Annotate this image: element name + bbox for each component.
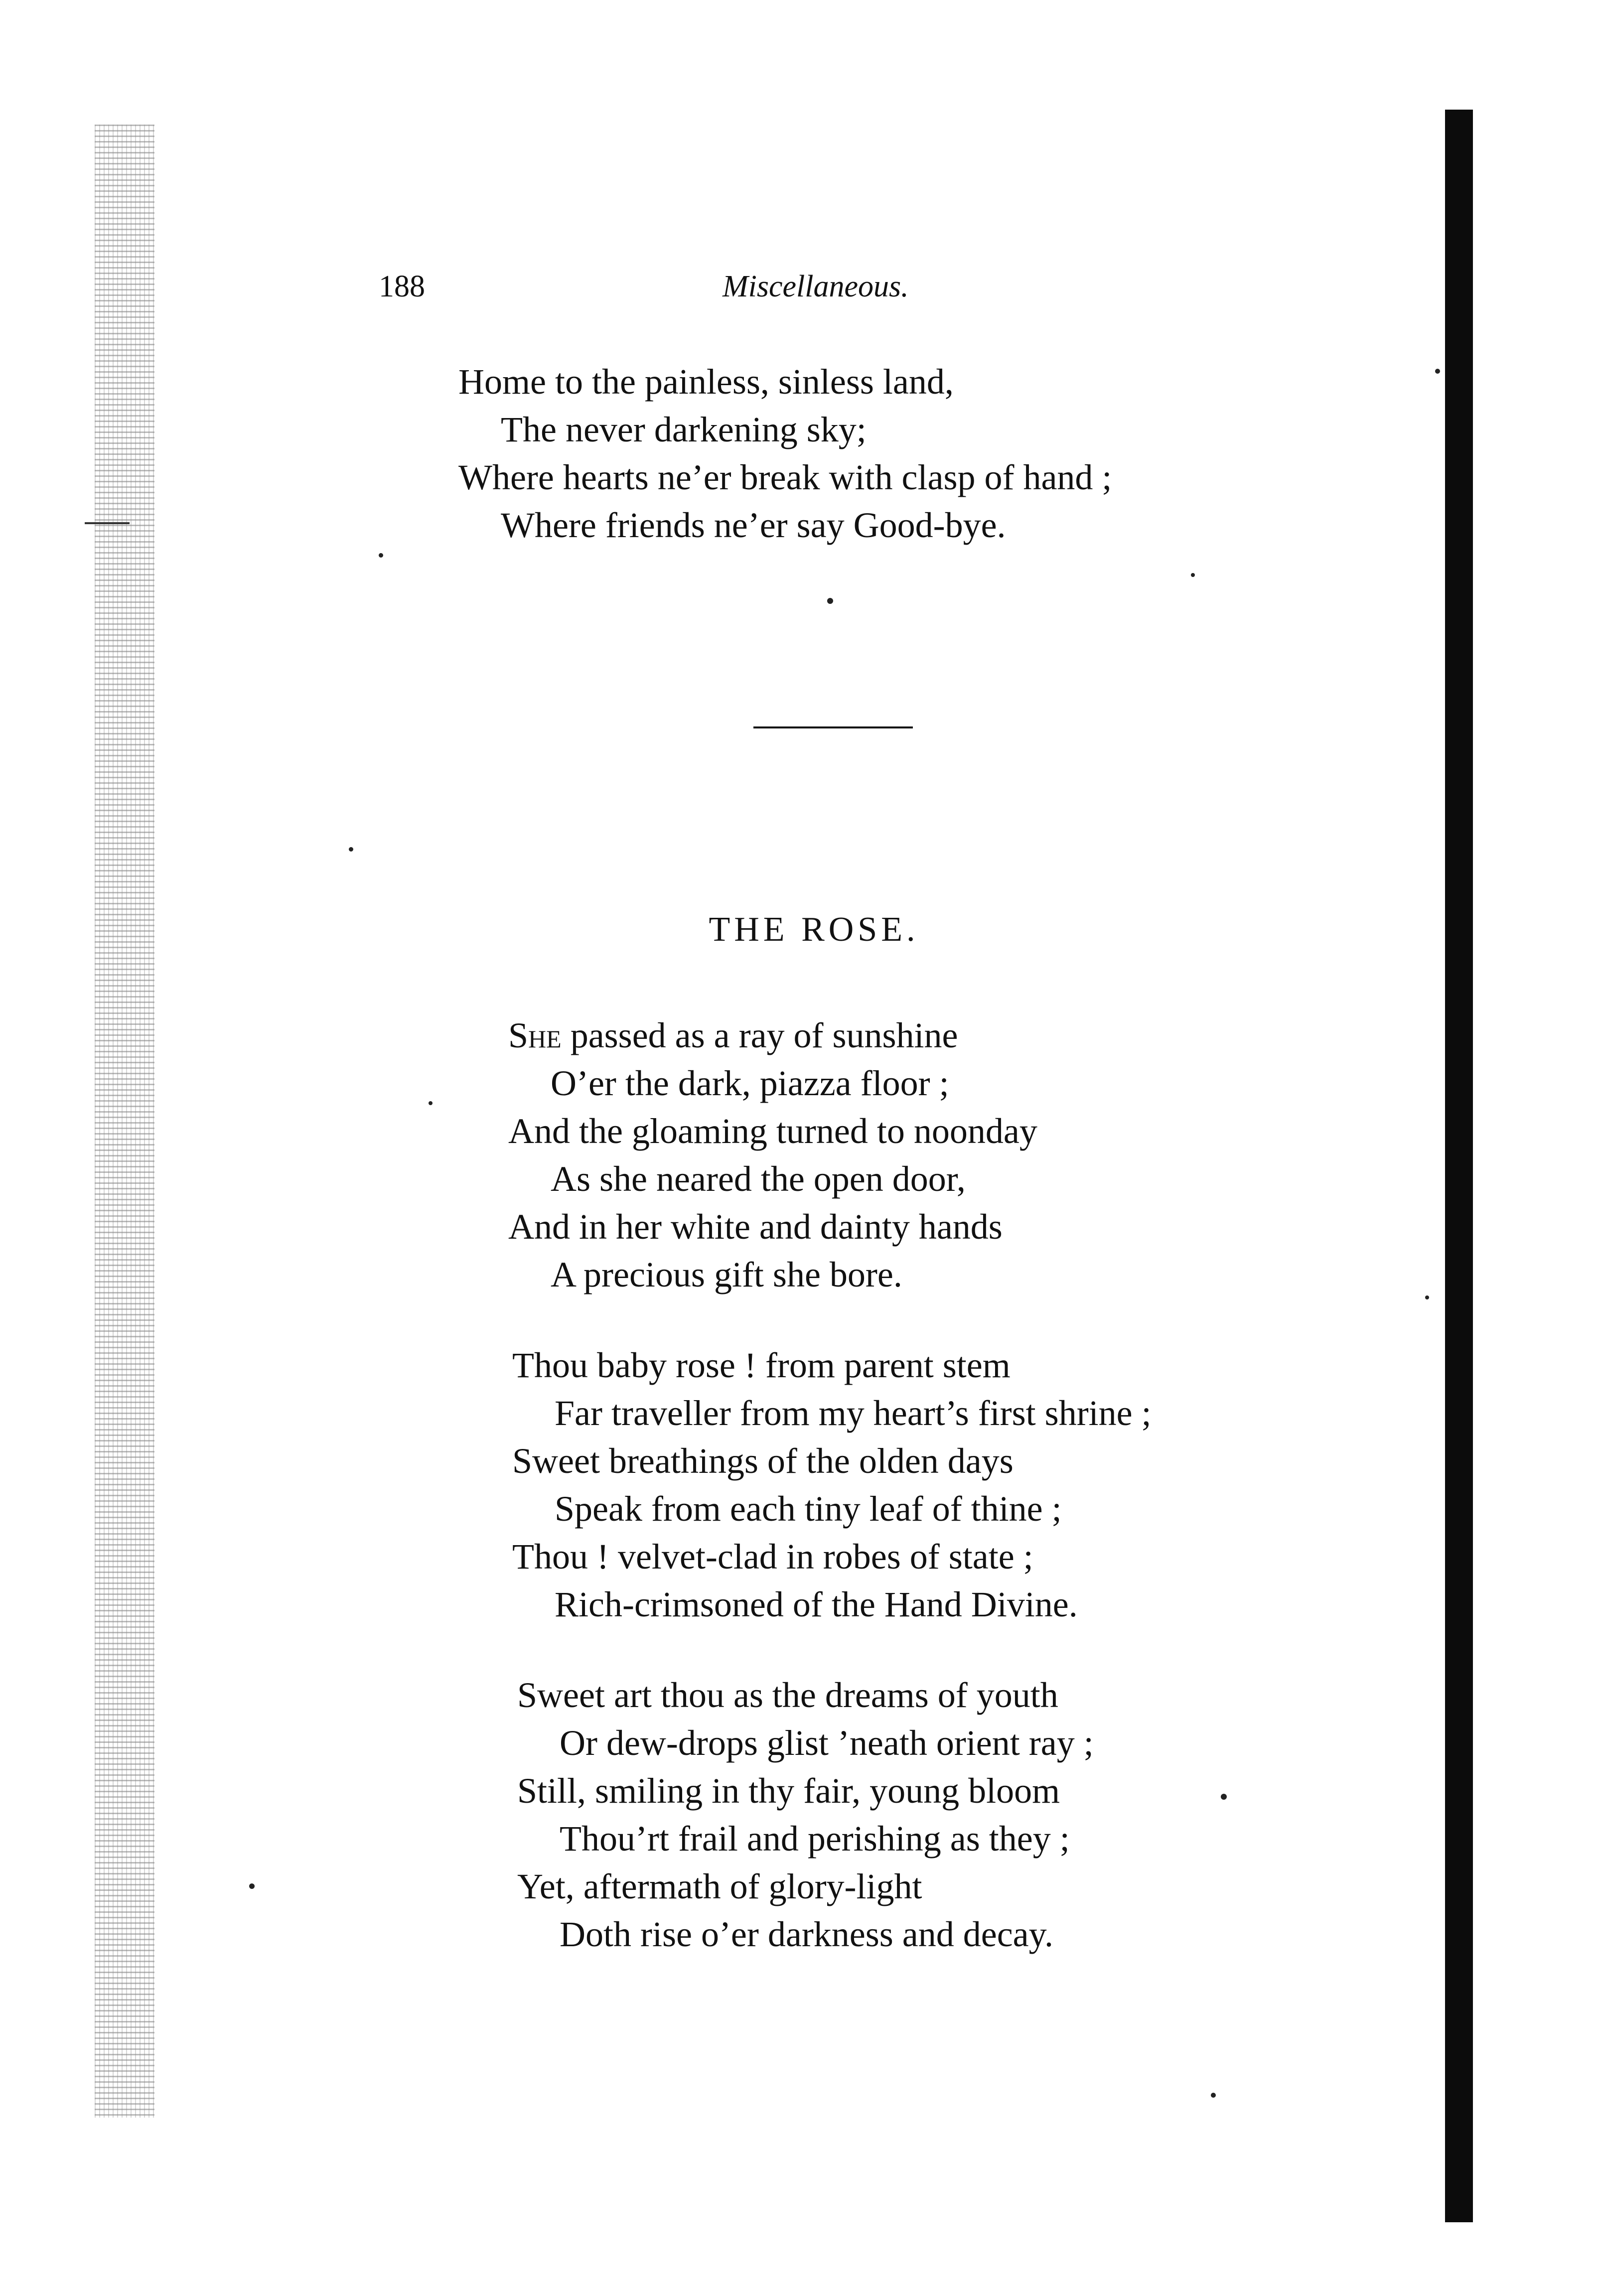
verse-line: A precious gift she bore. bbox=[551, 1255, 902, 1294]
verse-line: The never darkening sky; bbox=[501, 410, 867, 449]
stanza-3 bbox=[517, 1671, 1094, 1958]
gutter-mark bbox=[85, 522, 130, 524]
scan-speck bbox=[429, 1101, 433, 1105]
verse-line: Or dew-drops glist ’neath orient ray ; bbox=[560, 1723, 1094, 1763]
stanza-2 bbox=[512, 1341, 1152, 1628]
verse-line: Home to the painless, sinless land, bbox=[458, 362, 954, 402]
verse-line: Sweet art thou as the dreams of youth bbox=[517, 1675, 1058, 1715]
verse-line: Yet, aftermath of glory-light bbox=[517, 1866, 922, 1906]
opening-word: She bbox=[508, 1015, 562, 1055]
opening-line-rest: passed as a ray of sunshine bbox=[561, 1015, 958, 1055]
verse-line: Speak from each tiny leaf of thine ; bbox=[555, 1489, 1062, 1529]
verse-line: Thou’rt frail and perishing as they ; bbox=[560, 1819, 1070, 1859]
verse-line: Far traveller from my heart’s first shrine ; bbox=[555, 1393, 1152, 1433]
verse-line: Thou baby rose ! from parent stem bbox=[512, 1345, 1011, 1385]
verse-line: Where friends ne’er say Good-bye. bbox=[501, 505, 1006, 545]
verse-line bbox=[508, 1011, 1037, 1059]
verse-line: Still, smiling in thy fair, young bloom bbox=[517, 1771, 1060, 1811]
verse-line: Thou ! velvet-clad in robes of state ; bbox=[512, 1537, 1033, 1577]
binding-edge bbox=[1445, 110, 1473, 2222]
scan-speck bbox=[1211, 2093, 1216, 2098]
scan-speck bbox=[1221, 1794, 1227, 1800]
page-header bbox=[379, 269, 967, 314]
scan-speck bbox=[249, 1883, 255, 1889]
verse-line: O’er the dark, piazza floor ; bbox=[551, 1063, 949, 1103]
verse-line: Doth rise o’er darkness and decay. bbox=[560, 1914, 1053, 1954]
running-head: Miscellaneous. bbox=[723, 270, 909, 303]
continued-stanza bbox=[458, 358, 1112, 549]
binding-gutter-noise bbox=[95, 125, 154, 2118]
scan-speck bbox=[1425, 1295, 1429, 1299]
verse-line: Rich-crimsoned of the Hand Divine. bbox=[555, 1584, 1078, 1624]
scan-speck bbox=[827, 598, 833, 604]
scan-speck bbox=[349, 847, 353, 852]
poem-title: THE ROSE. bbox=[709, 910, 919, 949]
page-number: 188 bbox=[379, 270, 425, 303]
stanza-1 bbox=[508, 1011, 1037, 1298]
scan-speck bbox=[379, 553, 383, 558]
verse-line: And the gloaming turned to noonday bbox=[508, 1111, 1037, 1151]
scan-speck bbox=[1435, 369, 1440, 374]
verse-line: And in her white and dainty hands bbox=[508, 1207, 1003, 1247]
scan-speck bbox=[1191, 573, 1195, 577]
verse-line: Sweet breathings of the olden days bbox=[512, 1441, 1014, 1481]
section-divider bbox=[753, 726, 913, 728]
verse-line: Where hearts ne’er break with clasp of hand ; bbox=[458, 457, 1112, 497]
verse-line: As she neared the open door, bbox=[551, 1159, 966, 1199]
